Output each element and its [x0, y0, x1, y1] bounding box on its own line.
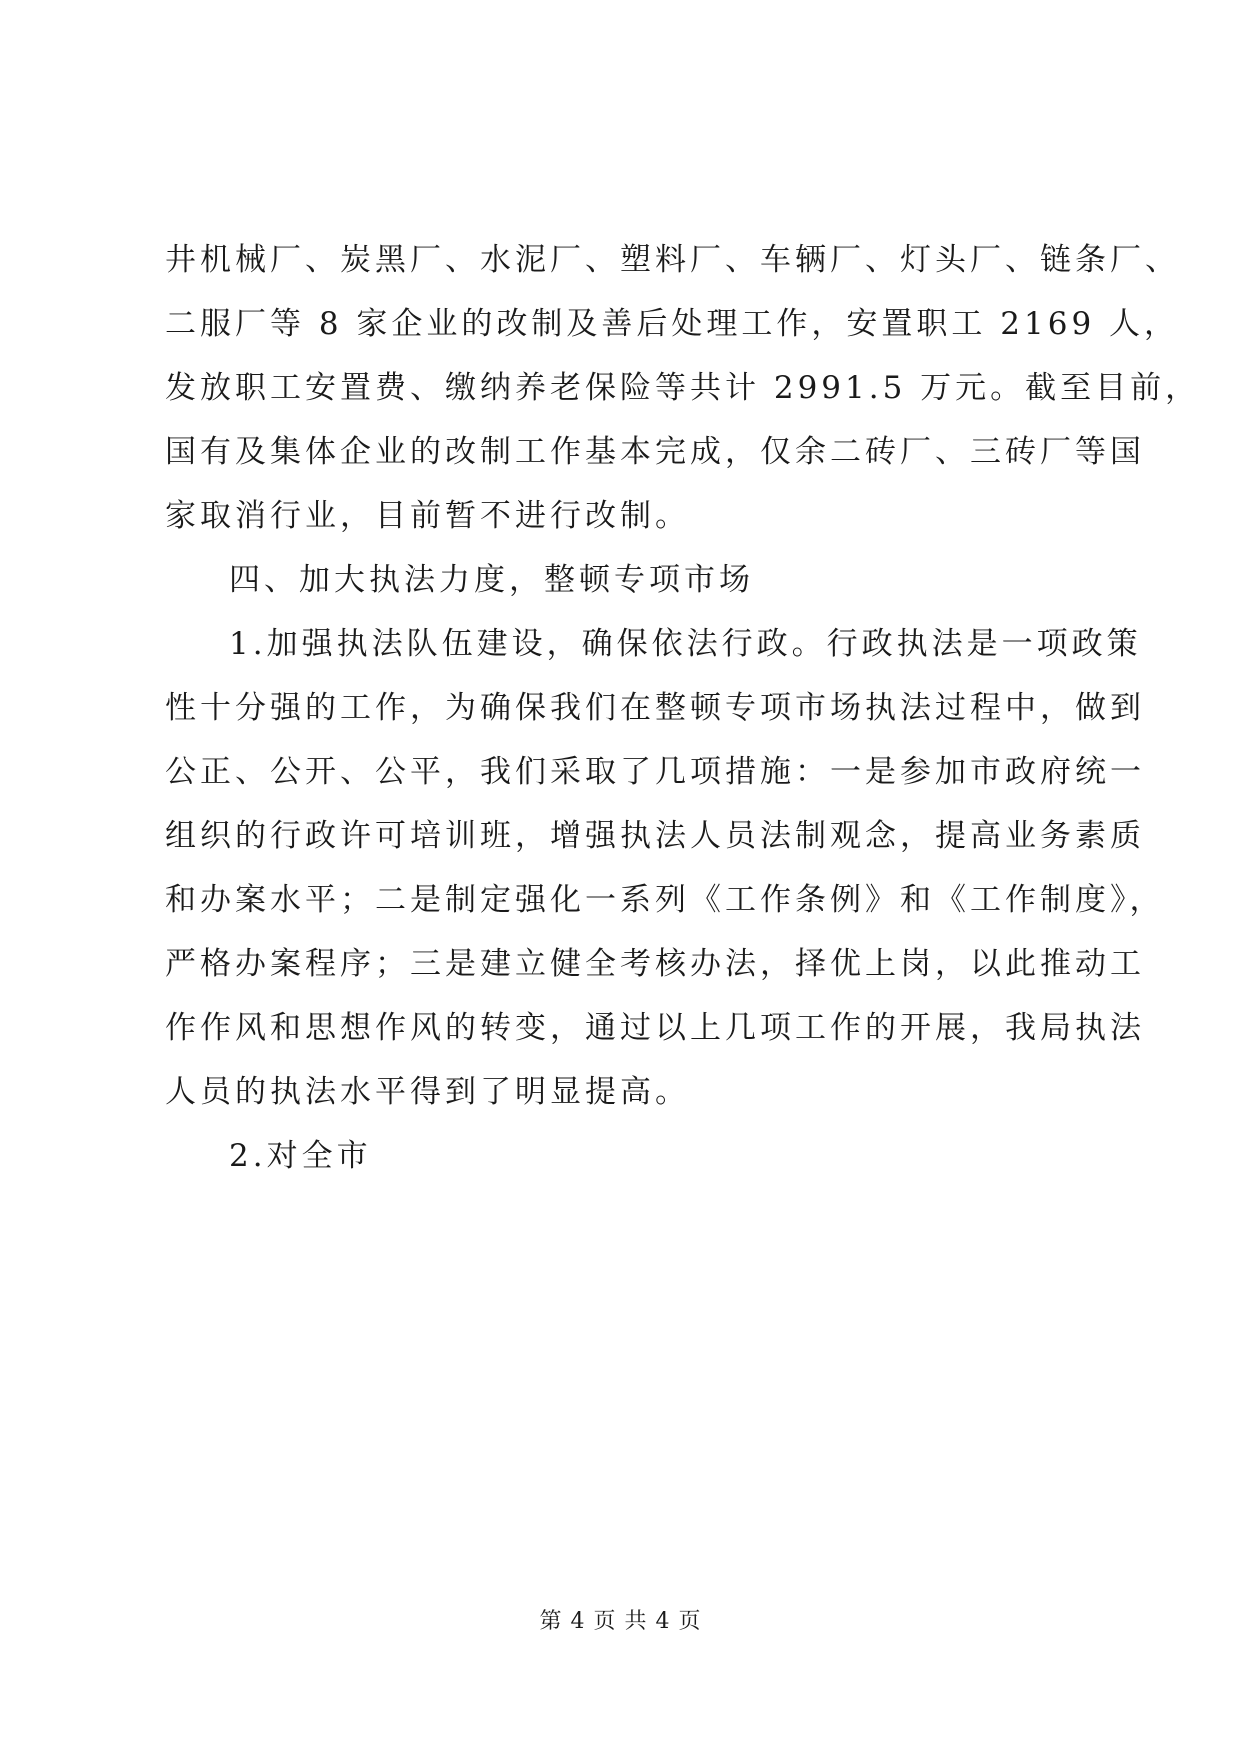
text-line: 发放职工安置费、缴纳养老保险等共计 2991.5 万元。截至目前， [165, 370, 1201, 406]
text-line: 国有及集体企业的改制工作基本完成，仅余二砖厂、三砖厂等国 [165, 434, 1145, 470]
paragraph-start-line: 1.加强执法队伍建设，确保依法行政。行政执法是一项政策 [229, 626, 1142, 662]
text-line: 二服厂等 8 家企业的改制及善后处理工作，安置职工 2169 人， [165, 306, 1180, 342]
text-line: 人员的执法水平得到了明显提高。 [165, 1074, 690, 1110]
text-line: 公正、公开、公平，我们采取了几项措施：一是参加市政府统一 [165, 754, 1145, 790]
text-line: 井机械厂、炭黑厂、水泥厂、塑料厂、车辆厂、灯头厂、链条厂、 [165, 242, 1180, 278]
text-line: 作作风和思想作风的转变，通过以上几项工作的开展，我局执法 [165, 1010, 1145, 1046]
text-line: 家取消行业，目前暂不进行改制。 [165, 498, 690, 534]
text-line: 性十分强的工作，为确保我们在整顿专项市场执法过程中，做到 [165, 690, 1145, 726]
text-line: 组织的行政许可培训班，增强执法人员法制观念，提高业务素质 [165, 818, 1145, 854]
paragraph-start-line: 四、加大执法力度，整顿专项市场 [229, 562, 754, 598]
page-number-footer: 第 4 页 共 4 页 [539, 1609, 702, 1634]
document-body [165, 228, 1201, 1188]
paragraph-start-line: 2.对全市 [229, 1138, 372, 1174]
text-line: 严格办案程序；三是建立健全考核办法，择优上岗，以此推动工 [165, 946, 1145, 982]
text-line: 和办案水平；二是制定强化一系列《工作条例》和《工作制度》， [165, 882, 1165, 918]
